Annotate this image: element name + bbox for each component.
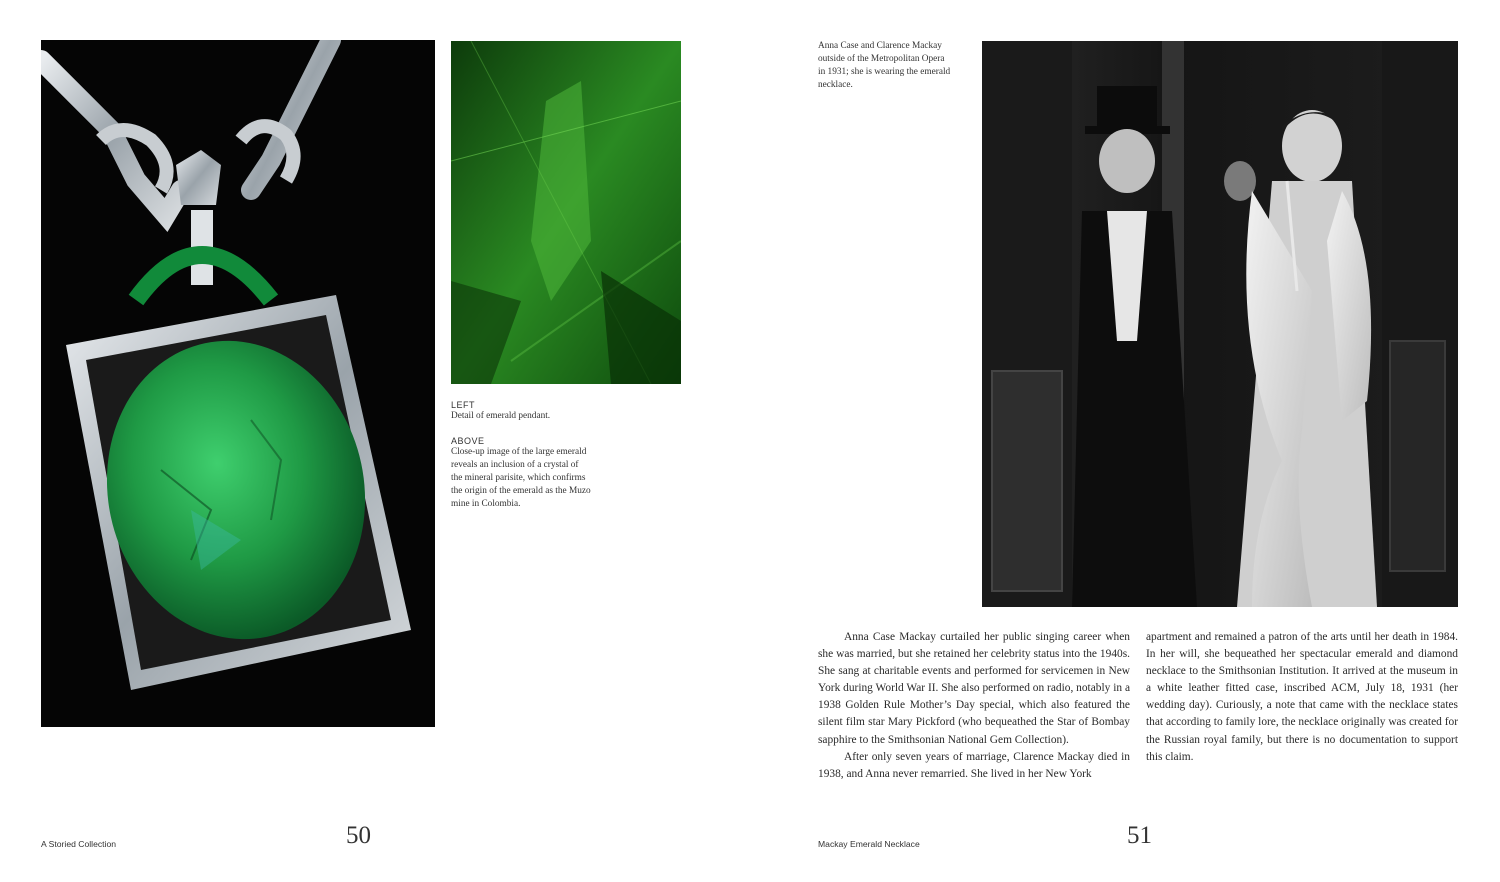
caption-left-text: Detail of emerald pendant. [451,411,551,421]
emerald-pendant-photo [41,40,435,727]
opera-caption-line: in 1931; she is wearing the emerald [818,67,951,77]
caption-above-label: ABOVE [451,436,485,446]
body-column-2 [1146,629,1458,766]
opera-caption-line: outside of the Metropolitan Opera [818,54,945,64]
emerald-inclusion-photo [451,41,681,384]
page-number-right: 51 [1127,822,1152,849]
mackay-couple-photo [982,41,1458,607]
body-paragraph: Anna Case Mackay curtailed her public singing career when she was married, but she retained her celebrity status into the 1940s. She sang at charitable events and performed for servicemen in New York during World War II. She also performed on radio, notably in a 1938 Golden Rule Mother’s Day special, which also featured the silent film star Mary Pickford (who bequeathed the Star of Bombay sapphire to the Smithsonian National Gem Collection). [818,631,1130,746]
page-number-left: 50 [346,822,371,849]
caption-above-line: reveals an inclusion of a crystal of [451,460,579,470]
caption-left-label: LEFT [451,400,476,410]
photo-captions [451,400,611,511]
running-head-left: A Storied Collection [41,839,116,849]
right-page [750,0,1500,882]
body-paragraph: apartment and remained a patron of the arts until her death in 1984. In her will, she bequeathed her spectacular emerald and diamond necklace to the Smithsonian Institution. It arrived at the museum in a white leather fitted case, inscribed ACM, July 18, 1931 (her wedding day). Curiously, a note that came with the necklace states that according to family lore, the necklace originally was created for the Russian royal family, but there is no documentation to support this claim. [1146,631,1458,763]
caption-above-line: the origin of the emerald as the Muzo [451,486,591,496]
opera-caption-line: necklace. [818,80,853,90]
running-head-right: Mackay Emerald Necklace [818,839,920,849]
opera-caption-line: Anna Case and Clarence Mackay [818,41,942,51]
caption-above-line: the mineral parisite, which confirms [451,473,586,483]
opera-photo-caption [818,40,968,92]
body-paragraph: After only seven years of marriage, Clarence Mackay died in 1938, and Anna never remarried. She lived in her New York [818,750,1130,780]
body-column-1 [818,629,1130,783]
caption-above-line: Close-up image of the large emerald [451,447,587,457]
caption-above-line: mine in Colombia. [451,499,521,509]
